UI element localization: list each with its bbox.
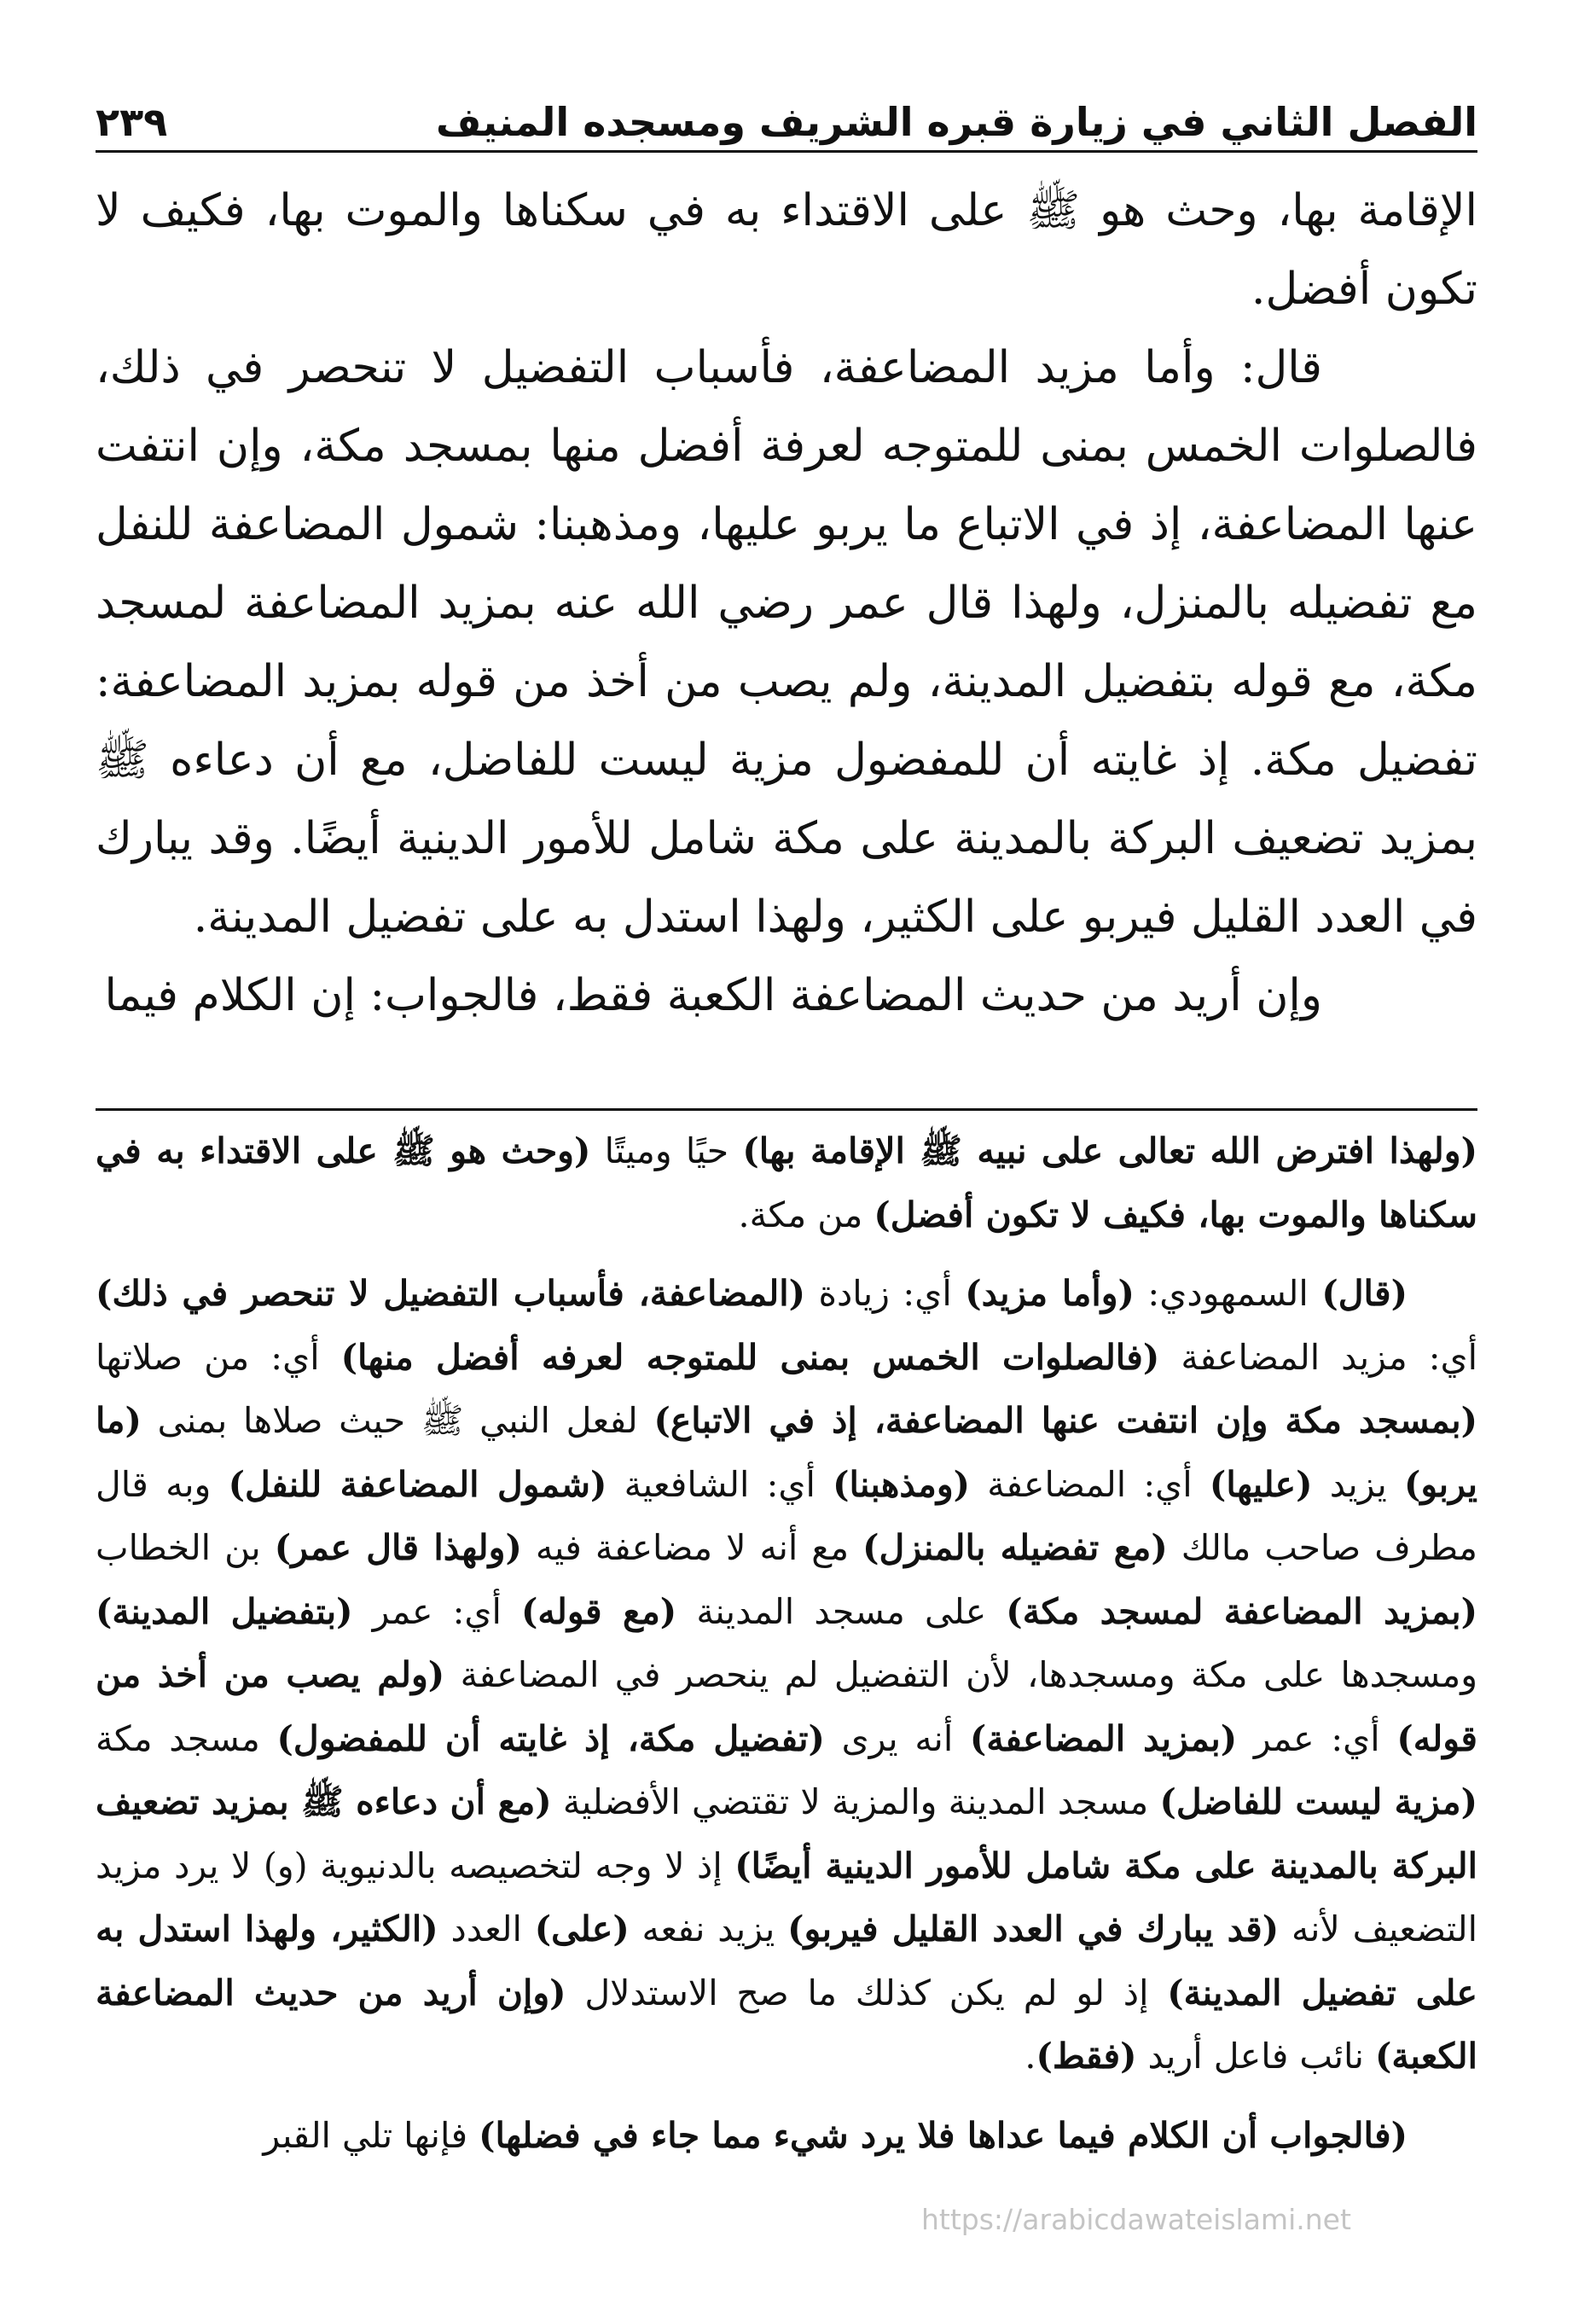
commentary-text: مسجد مكة — [96, 1717, 277, 1759]
main-paragraph-2: قال: وأما مزيد المضاعفة، فأسباب التفضيل لا تنحصر في ذلك، فالصلوات الخمس بمنى للمتوجه لعرفة أفضل منها بمسجد مكة، وإن انتفت عنها المضاعفة، إذ في الاتباع ما يربو عليها، ومذهبنا: شمول المضاعفة للنفل مع تفضيله بالمنزل، ولهذا قال عمر رضي الله عنه بمزيد المضاعفة لمسجد مكة، مع قوله بتفضيل المدينة، ولم يصب من أخذ من قوله بمزيد المضاعفة: تفضيل مكة. إذ غايته أن للمفضول مزية ليست للفاضل، مع أن دعاءه ﷺ بمزيد تضعيف البركة بالمدينة على مكة شامل للأمور الدينية أيضًا. وقد يبارك في العدد القليل فيربو على الكثير، ولهذا استدل به على تفضيل المدينة. — [96, 342, 1477, 943]
quoted-text: (بمزيد المضاعفة) — [969, 1717, 1238, 1759]
commentary-text: نائب فاعل أريد — [1136, 2036, 1375, 2077]
quoted-text: (شمول المضاعفة للنفل) — [228, 1463, 607, 1505]
commentary-text: العدد — [438, 1909, 535, 1949]
commentary-text: (و) لا يرد مزيد التضعيف لأنه — [96, 1845, 1477, 1949]
book-page — [96, 85, 1477, 2167]
quoted-text: (قد يبارك في العدد القليل فيربو) — [787, 1909, 1280, 1949]
commentary-text: من مكة. — [738, 1194, 874, 1235]
main-paragraph-1: الإقامة بها، وحث هو ﷺ على الاقتداء به في سكناها والموت بها، فكيف لا تكون أفضل. — [96, 185, 1477, 315]
commentary-text: إذ لو لم يكن كذلك ما صح الاستدلال — [566, 1972, 1168, 2013]
quoted-text: (بمزيد المضاعفة لمسجد مكة) — [1006, 1590, 1478, 1632]
quoted-text: (عليها) — [1209, 1463, 1313, 1505]
quoted-text: (وأما مزيد) — [965, 1273, 1135, 1314]
main-paragraph-3: وإن أريد من حديث المضاعفة الكعبة فقط، فالجواب: إن الكلام فيما — [104, 970, 1322, 1021]
footnote-divider — [96, 1108, 1477, 1111]
chapter-title: الفصل الثاني في زيارة قبره الشريف ومسجده المنيف — [435, 99, 1477, 145]
commentary-text: أي: زيادة — [805, 1273, 966, 1314]
main-text — [96, 171, 1477, 1035]
commentary-text: السمهودي: — [1134, 1273, 1322, 1314]
quoted-text: (مع قوله) — [521, 1590, 677, 1632]
commentary-text: فإنها تلي القبر — [263, 2114, 479, 2156]
quoted-text: (مع أن دعاءه ﷺ بمزيد تضعيف البركة بالمدينة على مكة شامل للأمور الدينية أيضًا) — [96, 1781, 1478, 1886]
commentary-text: أي: عمر — [352, 1590, 521, 1632]
commentary-text: يزيد — [1312, 1463, 1404, 1505]
quoted-text: (على) — [534, 1909, 630, 1949]
commentary-text: أي: عمر — [1237, 1717, 1397, 1759]
quoted-text: (فقط) — [1036, 2036, 1137, 2077]
commentary-text: . — [1024, 2036, 1036, 2077]
commentary-paragraph-2 — [96, 1262, 1477, 2089]
quoted-text: (ولهذا قال عمر) — [274, 1527, 522, 1568]
commentary-text: أي: الشافعية — [607, 1463, 833, 1505]
commentary-text: على مسجد المدينة — [676, 1590, 1007, 1632]
quoted-text: (الكثير، ولهذا استدل به على تفضيل المدينة) — [96, 1909, 1477, 2013]
quoted-text: (مزية ليست للفاضل) — [1159, 1781, 1478, 1822]
quoted-text: (فالجواب أن الكلام فيما عداها فلا يرد شيء مما جاء في فضلها) — [479, 2114, 1408, 2156]
commentary — [96, 1119, 1477, 2167]
commentary-text: حيًا وميتًا — [590, 1130, 743, 1171]
commentary-text: أي: مزيد المضاعفة — [1159, 1336, 1478, 1378]
quoted-text: (بتفضيل المدينة) — [96, 1590, 353, 1632]
commentary-text: وبه قال مطرف صاحب مالك — [96, 1463, 1477, 1568]
quoted-text: (ومذهبنا) — [833, 1463, 971, 1505]
commentary-text: لفعل النبي ﷺ حيث صلاها بمنى — [141, 1400, 654, 1441]
quoted-text: (وحث هو ﷺ على الاقتداء به في سكناها والموت بها، فكيف لا تكون أفضل) — [96, 1130, 1477, 1235]
watermark: https://arabicdawateislami.net — [921, 2203, 1351, 2236]
quoted-text: (تفضيل مكة، إذ غايته أن للمفضول) — [276, 1717, 825, 1759]
commentary-text: بن الخطاب — [96, 1527, 275, 1568]
quoted-text: (ولم يصب من أخذ من قوله) — [96, 1654, 1478, 1759]
quoted-text: (ولهذا افترض الله تعالى على نبيه ﷺ الإقامة بها) — [742, 1130, 1477, 1171]
quoted-text: (بمسجد مكة وإن انتفت عنها المضاعفة، إذ في الاتباع) — [653, 1400, 1477, 1441]
commentary-paragraph-3 — [96, 2104, 1477, 2168]
commentary-text: أنه يرى — [824, 1717, 970, 1759]
running-header — [96, 85, 1477, 153]
commentary-text: إذ لا وجه لتخصيصه بالدنيوية — [307, 1845, 735, 1886]
commentary-text: مع أنه لا مضاعفة فيه — [521, 1527, 863, 1568]
quoted-text: (قال) — [1321, 1273, 1408, 1314]
commentary-paragraph-1 — [96, 1119, 1477, 1246]
quoted-text: (ما يربو) — [96, 1400, 1478, 1505]
quoted-text: (المضاعفة، فأسباب التفضيل لا تنحصر في ذلك) — [96, 1273, 805, 1314]
quoted-text: (فالصلوات الخمس بمنى للمتوجه لعرفه أفضل منها) — [340, 1336, 1160, 1378]
commentary-text: ومسجدها على مكة ومسجدها، لأن التفضيل لم ينحصر في المضاعفة — [444, 1654, 1477, 1695]
commentary-text: أي: المضاعفة — [970, 1463, 1210, 1505]
commentary-text: مسجد المدينة والمزية لا تقتضي الأفضلية — [551, 1781, 1160, 1822]
quoted-text: (مع تفضيله بالمنزل) — [862, 1527, 1168, 1568]
commentary-text: أي: من صلاتها — [96, 1336, 341, 1378]
commentary-text: يزيد نفعه — [629, 1909, 788, 1949]
page-number: ٢٣٩ — [96, 99, 168, 145]
quoted-text: (وإن أريد من حديث المضاعفة الكعبة) — [96, 1972, 1477, 2077]
